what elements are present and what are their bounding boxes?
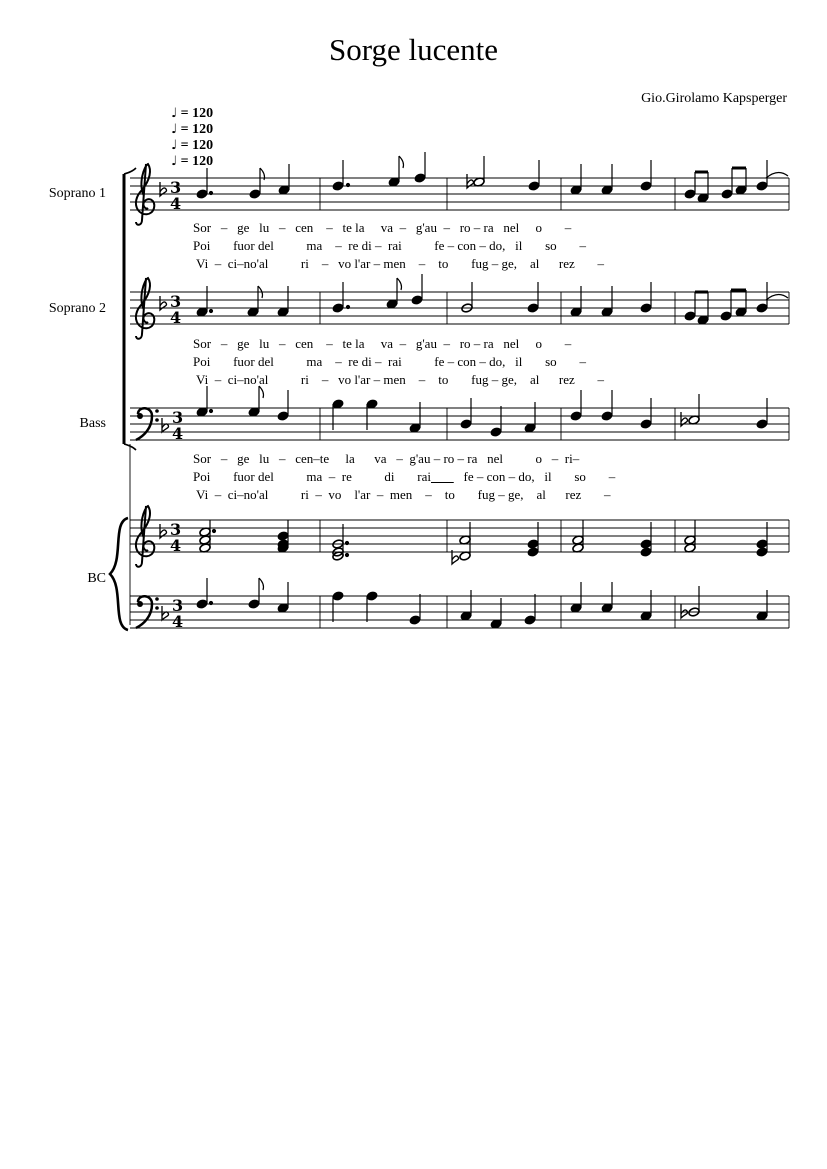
tempo-mark: ♩ = 120 bbox=[171, 122, 214, 137]
tempo-mark: ♩ = 120 bbox=[171, 106, 214, 121]
svg-text:4: 4 bbox=[172, 612, 184, 631]
time-signature: 3 bbox=[170, 292, 182, 311]
lyric-line: Vi – ci–no'al ri – vo l'ar – men – to fug – ge, al rez – bbox=[196, 487, 611, 502]
bass-notes bbox=[196, 386, 768, 437]
lyric-line: Vi – ci–no'al ri – vo l'ar – men – to fug – ge, al rez – bbox=[196, 256, 605, 271]
quarter-note-icon: ♩ bbox=[171, 122, 178, 137]
lyric-line: Sor – ge lu – cen–te la va – g'au – ro – ra nel o – ri– bbox=[193, 451, 580, 466]
quarter-note-icon: ♩ bbox=[171, 138, 178, 153]
bc-treble-chords bbox=[199, 520, 768, 564]
quarter-note-icon: ♩ bbox=[171, 154, 178, 169]
tempo-mark: ♩ = 120 bbox=[171, 154, 214, 169]
time-signature: 3 bbox=[172, 408, 184, 427]
flat-icon bbox=[162, 606, 169, 620]
lyric-line: Vi – ci–no'al ri – vo l'ar – men – to fug – ge, al rez – bbox=[196, 372, 605, 387]
time-signature: 3 bbox=[172, 596, 184, 615]
soprano2-notes bbox=[196, 274, 788, 325]
lyric-line: Sor – ge lu – cen – te la va – g'au – ro – ra nel o – bbox=[193, 336, 572, 351]
staff-label-soprano2: Soprano 2 bbox=[48, 301, 106, 316]
soprano1-notes bbox=[196, 152, 788, 203]
staff-label-soprano1: Soprano 1 bbox=[48, 186, 106, 201]
quarter-note-icon: ♩ bbox=[171, 106, 178, 121]
time-signature: 3 bbox=[170, 520, 182, 539]
tempo-mark: ♩ = 120 bbox=[171, 138, 214, 153]
svg-text:4: 4 bbox=[172, 424, 184, 443]
lyric-line: Poi fuor del ma – re di rai fe – con – do, il so – bbox=[193, 469, 616, 484]
lyric-line: Poi fuor del ma – re di – rai fe – con – do, il so – bbox=[193, 354, 586, 369]
staff-bc-bass bbox=[130, 596, 789, 628]
staff-label-bass: Bass bbox=[79, 416, 106, 431]
composer-credit: Gio.Girolamo Kapsperger bbox=[641, 91, 787, 106]
lyric-line: Sor – ge lu – cen – te la va – g'au – ro – ra nel o – bbox=[193, 220, 572, 235]
svg-text:4: 4 bbox=[170, 194, 182, 213]
staff-label-bc: BC bbox=[87, 571, 106, 586]
lyric-line: Poi fuor del ma – re di – rai fe – con – do, il so – bbox=[193, 238, 586, 253]
svg-text:4: 4 bbox=[170, 536, 182, 555]
flat-icon bbox=[162, 418, 169, 432]
bc-bass-notes bbox=[196, 578, 768, 629]
piano-brace bbox=[110, 518, 128, 630]
time-signature: 3 bbox=[170, 178, 182, 197]
svg-text:4: 4 bbox=[170, 308, 182, 327]
score-title: Sorge lucente bbox=[328, 32, 499, 67]
